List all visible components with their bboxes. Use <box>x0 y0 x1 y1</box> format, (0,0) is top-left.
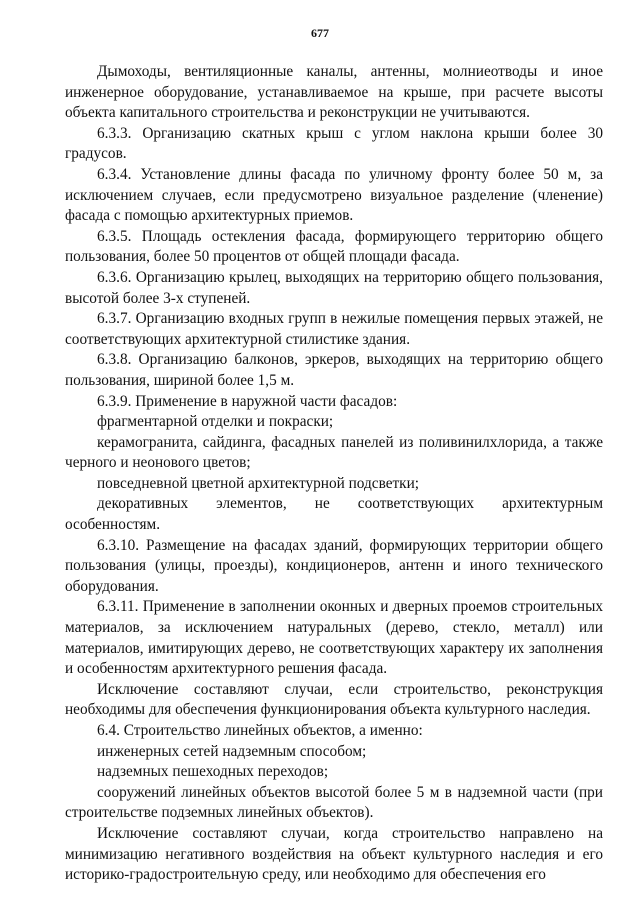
paragraph-6-3-8: 6.3.8. Организацию балконов, эркеров, выходящих на территорию общего пользования, шириной более 1,5 м. <box>65 351 603 389</box>
list-item-color-lighting: повседневной цветной архитектурной подсветки; <box>97 474 420 492</box>
list-item-engineering-networks: инженерных сетей надземным способом; <box>97 742 367 760</box>
page-number: 677 <box>311 26 329 40</box>
list-item-porcelain-siding: керамогранита, сайдинга, фасадных панелей из поливинилхлорида, а также черного и неонового цветов; <box>65 433 603 472</box>
paragraph-6-3-11: 6.3.11. Применение в заполнении оконных и дверных проемов строительных материалов, за исключением натуральных (дерево, стекло, металл) или материалов, имитирующих дерево, не соответствующих характеру их заполнения и особенностям архитектурного решения фасада. <box>65 598 603 678</box>
paragraph-6-3-10: 6.3.10. Размещение на фасадах зданий, формирующих территории общего пользования (улицы, проезды), кондиционеров, антенн и иного технического оборудования. <box>65 536 603 595</box>
list-item-decorative-elements: декоративных элементов, не соответствующих архитектурным особенностям. <box>65 495 603 534</box>
paragraph-exception-2: Исключение составляют случаи, когда строительство направлено на минимизацию негативного воздействия на объект культурного наследия и его историко-градостроительную среду, или необходимо для обеспечения его <box>65 824 603 884</box>
paragraph-6-3-5: 6.3.5. Площадь остекления фасада, формирующего территорию общего пользования, более 50 процентов от общей площади фасада. <box>65 227 603 266</box>
paragraph-chimneys: Дымоходы, вентиляционные каналы, антенны, молниеотводы и иное инженерное оборудование, устанавливаемое на крыше, при расчете высоты объекта капитального строительства и реконструкции не учитываются. <box>65 63 603 122</box>
list-item-pedestrian-crossings: надземных пешеходных переходов; <box>97 763 329 781</box>
paragraph-6-3-4: 6.3.4. Установление длины фасада по уличному фронту более 50 м, за исключением случаев, если предусмотрено визуальное разделение (членение) фасада с помощью архитектурных приемов. <box>65 165 603 225</box>
list-item-linear-structures: сооружений линейных объектов высотой более 5 м в надземной части (при строительстве подземных линейных объектов). <box>65 783 603 822</box>
paragraph-6-3-7: 6.3.7. Организацию входных групп в нежилые помещения первых этажей, не соответствующих архитектурной стилистике здания. <box>65 310 603 348</box>
paragraph-6-3-6: 6.3.6. Организацию крылец, выходящих на территорию общего пользования, высотой более 3-х ступеней. <box>65 268 603 307</box>
paragraph-6-3-9: 6.3.9. Применение в наружной части фасадов: <box>97 392 398 410</box>
paragraph-exception-1: Исключение составляют случаи, если строительство, реконструкция необходимы для обеспечения функционирования объекта культурного наследия. <box>65 680 603 719</box>
paragraph-6-3-3: 6.3.3. Организацию скатных крыш с углом наклона крыши более 30 градусов. <box>65 124 603 163</box>
list-item-fragmentary-finish: фрагментарной отделки и покраски; <box>97 413 334 431</box>
paragraph-6-4: 6.4. Строительство линейных объектов, а именно: <box>97 722 423 739</box>
document-body <box>65 62 603 886</box>
